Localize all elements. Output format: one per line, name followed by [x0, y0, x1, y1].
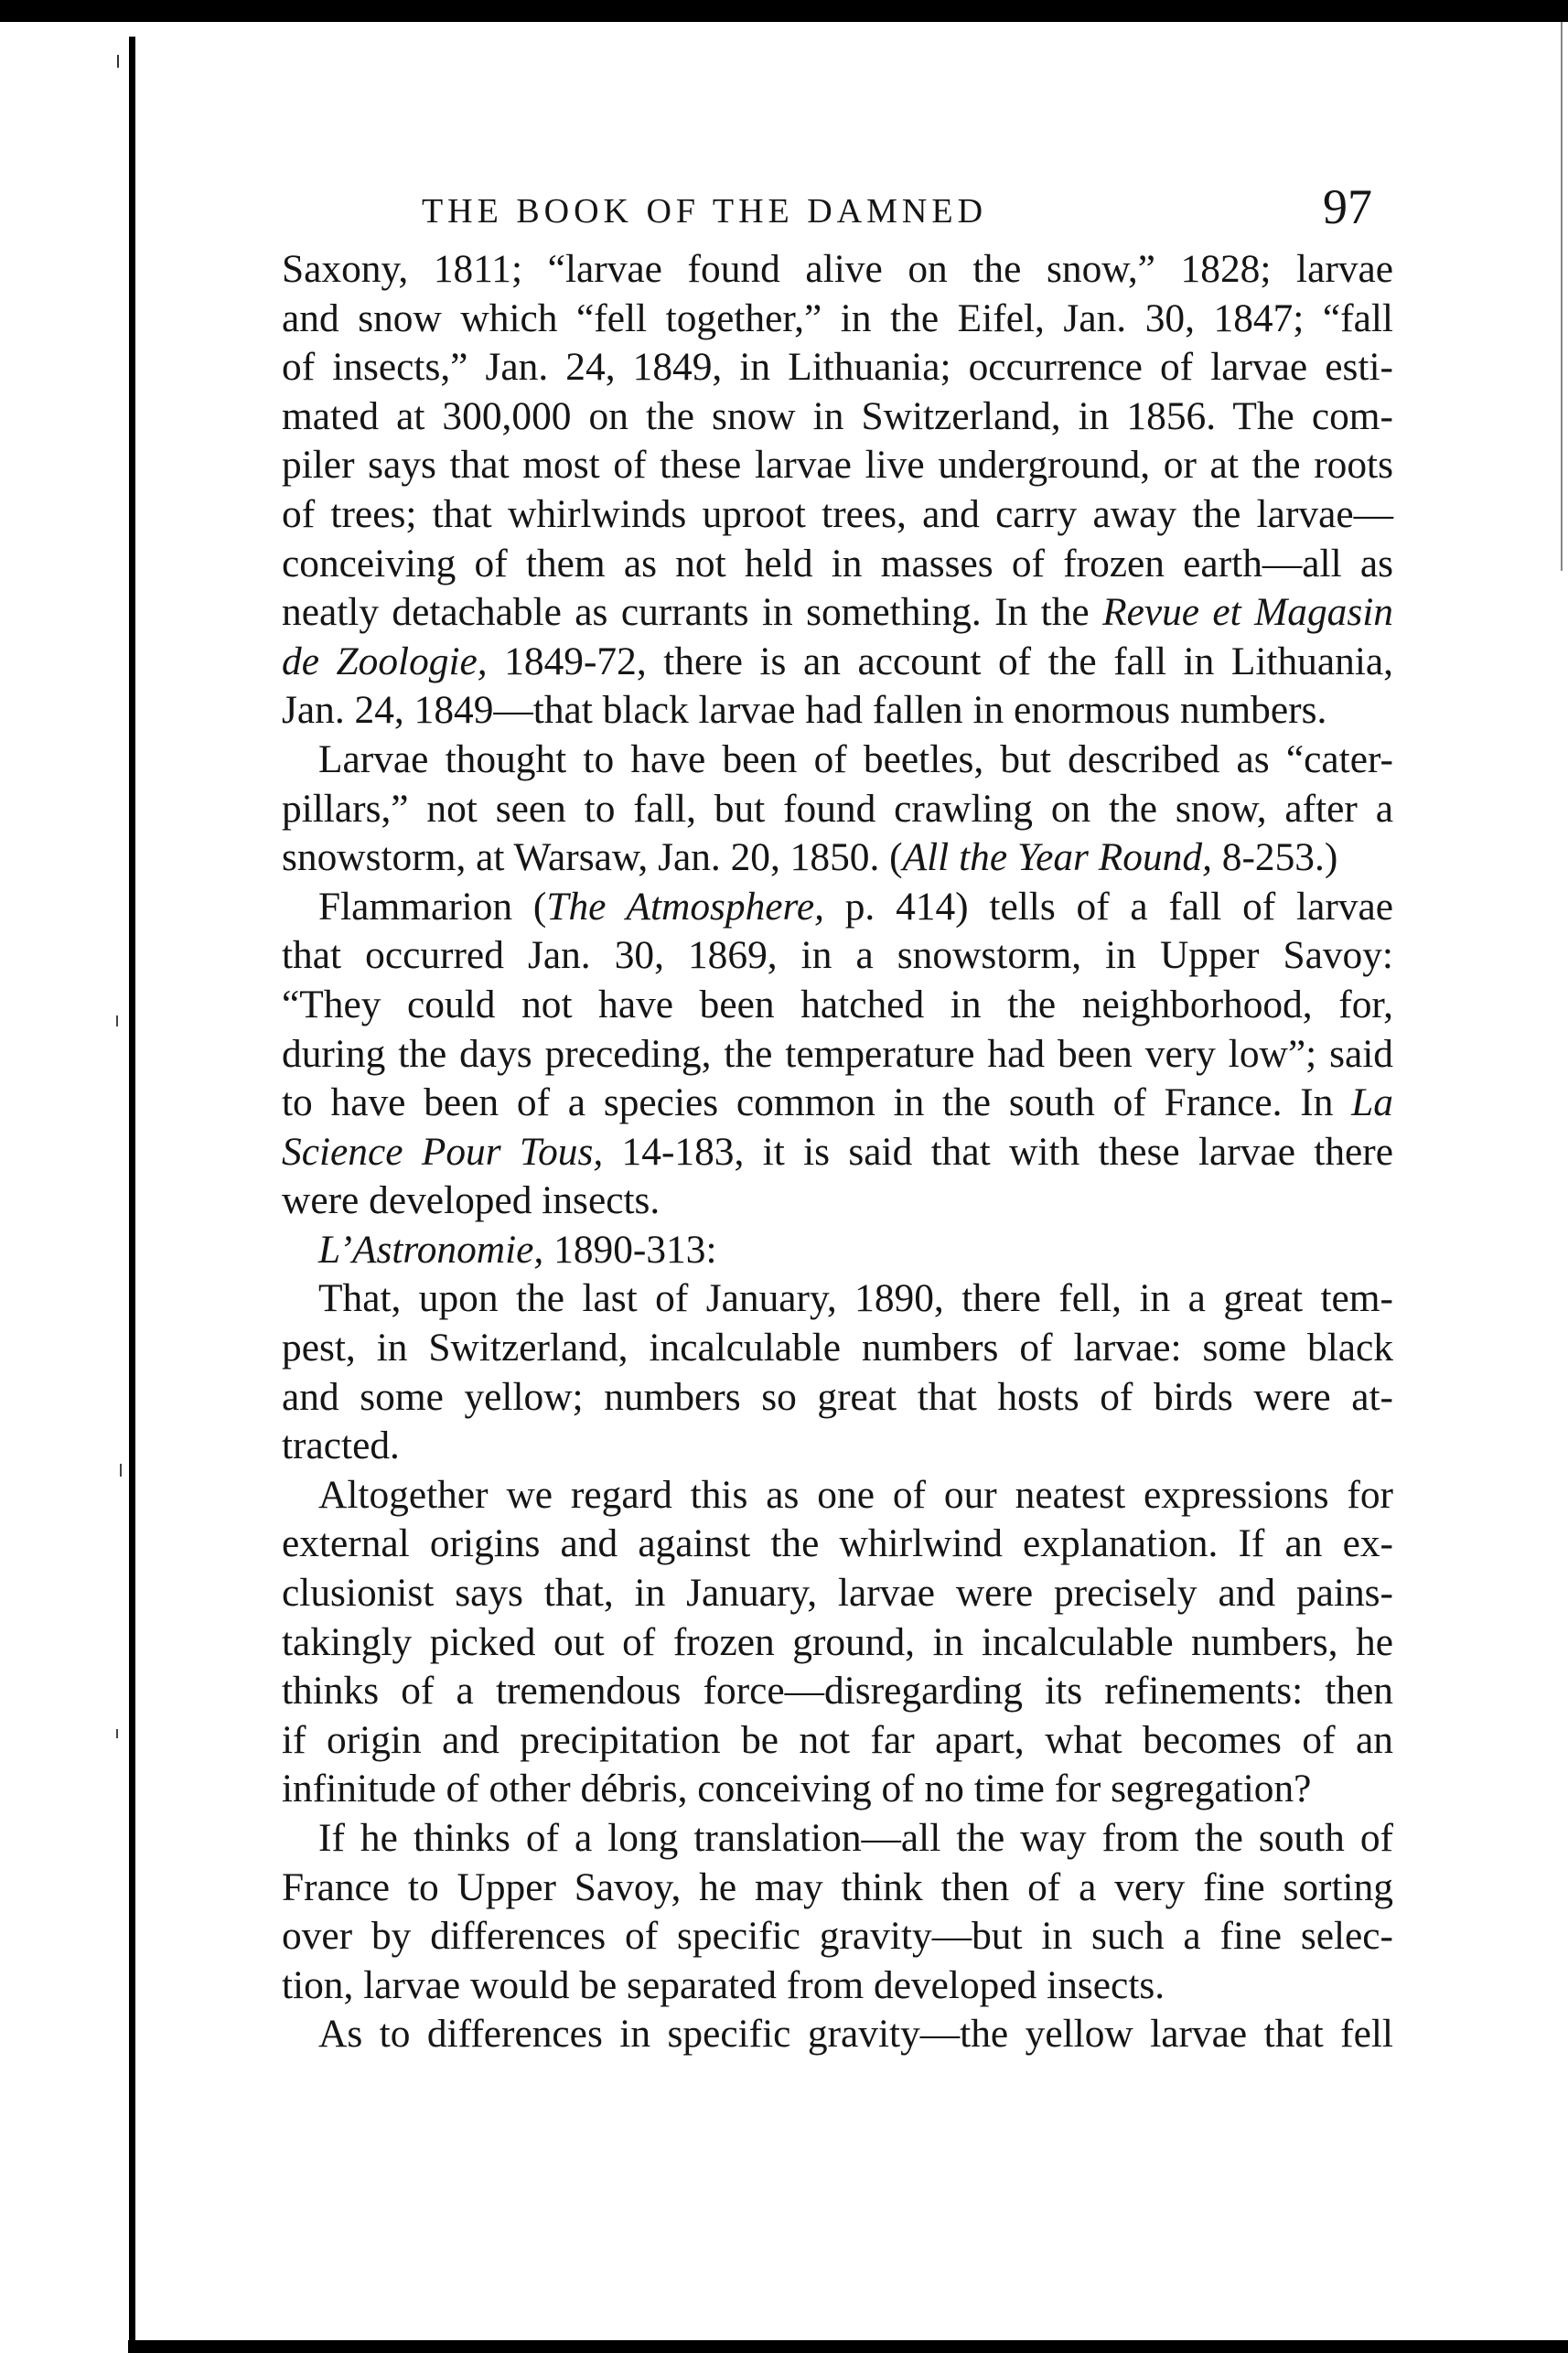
- text-line-content: If he thinks of a long translation—all the way from the south of: [318, 1816, 1393, 1860]
- text-line-content: were developed insects.: [282, 1178, 660, 1223]
- text-line-content: tracted.: [282, 1424, 400, 1468]
- text-line-content: p. 414) tells of a fall of larvae: [823, 884, 1393, 929]
- text-line-content: 1890-313:: [543, 1227, 717, 1272]
- text-line-content: of trees; that whirlwinds uproot trees, and carry away the larvae—: [282, 491, 1393, 536]
- text-line: [282, 1912, 1393, 1961]
- text-line: [282, 1471, 1393, 1520]
- text-line-content: during the days preceding, the temperature had been very low”; said: [282, 1031, 1393, 1076]
- text-line: [282, 833, 1393, 883]
- text-line: [282, 785, 1393, 834]
- scan-speck: [116, 1015, 118, 1026]
- page-right-edge: [1561, 22, 1563, 571]
- text-line-content: 8-253.): [1211, 835, 1338, 880]
- scan-border-bottom: [128, 2340, 1568, 2353]
- text-line-content: mated at 300,000 on the snow in Switzerland, in 1856. The com-: [282, 393, 1393, 438]
- page-binding-edge: [129, 37, 135, 2353]
- text-line: [282, 736, 1393, 785]
- text-line: [282, 1716, 1393, 1766]
- text-line-content: infinitude of other débris, conceiving of no time for segregation?: [282, 1767, 1312, 1811]
- scan-border-top: [0, 0, 1568, 22]
- text-line-content: As to differences in specific gravity—the yellow larvae that fell: [318, 2012, 1393, 2057]
- text-line-content: if origin and precipitation be not far apart, what becomes of an: [282, 1717, 1393, 1762]
- scan-speck: [116, 1729, 118, 1738]
- text-line: [282, 1079, 1393, 1128]
- text-line-content: that occurred Jan. 30, 1869, in a snowstorm, in Upper Savoy:: [282, 933, 1393, 978]
- italic-title: Science Pour Tous,: [282, 1129, 604, 1174]
- text-line: [282, 1667, 1393, 1716]
- text-line-content: to have been of a species common in the south of France. In: [282, 1080, 1352, 1125]
- text-line-content: 14-183, it is said that with these larvae there: [603, 1129, 1394, 1174]
- text-line-content: of insects,” Jan. 24, 1849, in Lithuania; occurrence of larvae esti-: [282, 345, 1393, 390]
- text-line-content: external origins and against the whirlwind explanation. If an ex-: [282, 1521, 1393, 1566]
- text-line-content: 1849-72, there is an account of the fall in Lithuania,: [487, 639, 1393, 683]
- italic-title: L’Astronomie,: [318, 1227, 544, 1272]
- text-line-content: and some yellow; numbers so great that hosts of birds were at-: [282, 1374, 1393, 1419]
- text-line: [282, 1961, 1393, 2011]
- text-line: [282, 1226, 1393, 1275]
- text-line-content: clusionist says that, in January, larvae were precisely and pains-: [282, 1571, 1393, 1616]
- text-line-content: That, upon the last of January, 1890, there fell, in a great tem-: [318, 1276, 1393, 1321]
- page-number: 97: [1323, 179, 1372, 234]
- text-line: [282, 343, 1393, 392]
- text-line-content: “They could not have been hatched in the neighborhood, for,: [282, 982, 1393, 1026]
- italic-title: de Zoologie,: [282, 639, 488, 683]
- text-line: [282, 883, 1393, 932]
- running-title: THE BOOK OF THE DAMNED: [421, 192, 988, 231]
- text-line-content: piler says that most of these larvae live underground, or at the roots: [282, 443, 1393, 488]
- text-line: [282, 295, 1393, 344]
- text-line-content: over by differences of specific gravity—but in such a fine selec-: [282, 1914, 1393, 1959]
- text-line: [282, 490, 1393, 540]
- text-line: [282, 1864, 1393, 1913]
- text-line-content: tion, larvae would be separated from developed insects.: [282, 1962, 1165, 2007]
- text-line-content: Jan. 24, 1849—that black larvae had fallen in enormous numbers.: [282, 688, 1327, 733]
- text-line-content: thinks of a tremendous force—disregarding its refinements: then: [282, 1669, 1393, 1714]
- scan-mark: [117, 55, 119, 68]
- text-line-content: Flammarion (: [318, 884, 547, 929]
- text-line-content: France to Upper Savoy, he may think then of a very fine sorting: [282, 1864, 1393, 1909]
- body-text: [282, 245, 1393, 2059]
- text-line: [282, 1274, 1393, 1324]
- text-line: [282, 1030, 1393, 1080]
- text-line-content: Altogether we regard this as one of our neatest expressions for: [318, 1472, 1393, 1517]
- text-line: [282, 2010, 1393, 2059]
- text-line: [282, 245, 1393, 295]
- text-line: [282, 1422, 1393, 1471]
- text-line-content: Saxony, 1811; “larvae found alive on the snow,” 1828; larvae: [282, 247, 1393, 291]
- text-line-content: pillars,” not seen to fall, but found crawling on the snow, after a: [282, 786, 1393, 831]
- text-line: [282, 1176, 1393, 1226]
- text-line: [282, 1373, 1393, 1423]
- text-line: [282, 1765, 1393, 1814]
- text-line-content: conceiving of them as not held in masses of frozen earth—all as: [282, 541, 1393, 586]
- text-line: [282, 540, 1393, 589]
- text-line: [282, 931, 1393, 981]
- text-line: [282, 392, 1393, 442]
- italic-title: La: [1351, 1080, 1393, 1125]
- running-head: [284, 178, 1400, 242]
- italic-title: All the Year Round,: [902, 835, 1212, 880]
- scan-speck: [120, 1464, 122, 1477]
- text-line-content: takingly picked out of frozen ground, in incalculable numbers, he: [282, 1619, 1393, 1664]
- text-line: [282, 638, 1393, 687]
- text-line: [282, 441, 1393, 490]
- text-line-content: snowstorm, at Warsaw, Jan. 20, 1850. (: [282, 835, 903, 880]
- text-line: [282, 1618, 1393, 1668]
- text-line-content: pest, in Switzerland, incalculable numbers of larvae: some black: [282, 1326, 1393, 1370]
- text-line: [282, 588, 1393, 638]
- text-line: [282, 1814, 1393, 1864]
- text-line: [282, 981, 1393, 1030]
- text-line-content: Larvae thought to have been of beetles, but described as “cater-: [318, 736, 1393, 781]
- text-line-content: neatly detachable as currants in something. In the: [282, 590, 1103, 635]
- italic-title: The Atmosphere,: [546, 884, 824, 929]
- text-line: [282, 1569, 1393, 1618]
- text-line: [282, 1324, 1393, 1373]
- text-line: [282, 686, 1393, 736]
- text-line-content: and snow which “fell together,” in the Eifel, Jan. 30, 1847; “fall: [282, 295, 1393, 340]
- text-line: [282, 1128, 1393, 1177]
- italic-title: Revue et Magasin: [1102, 590, 1393, 635]
- text-line: [282, 1520, 1393, 1569]
